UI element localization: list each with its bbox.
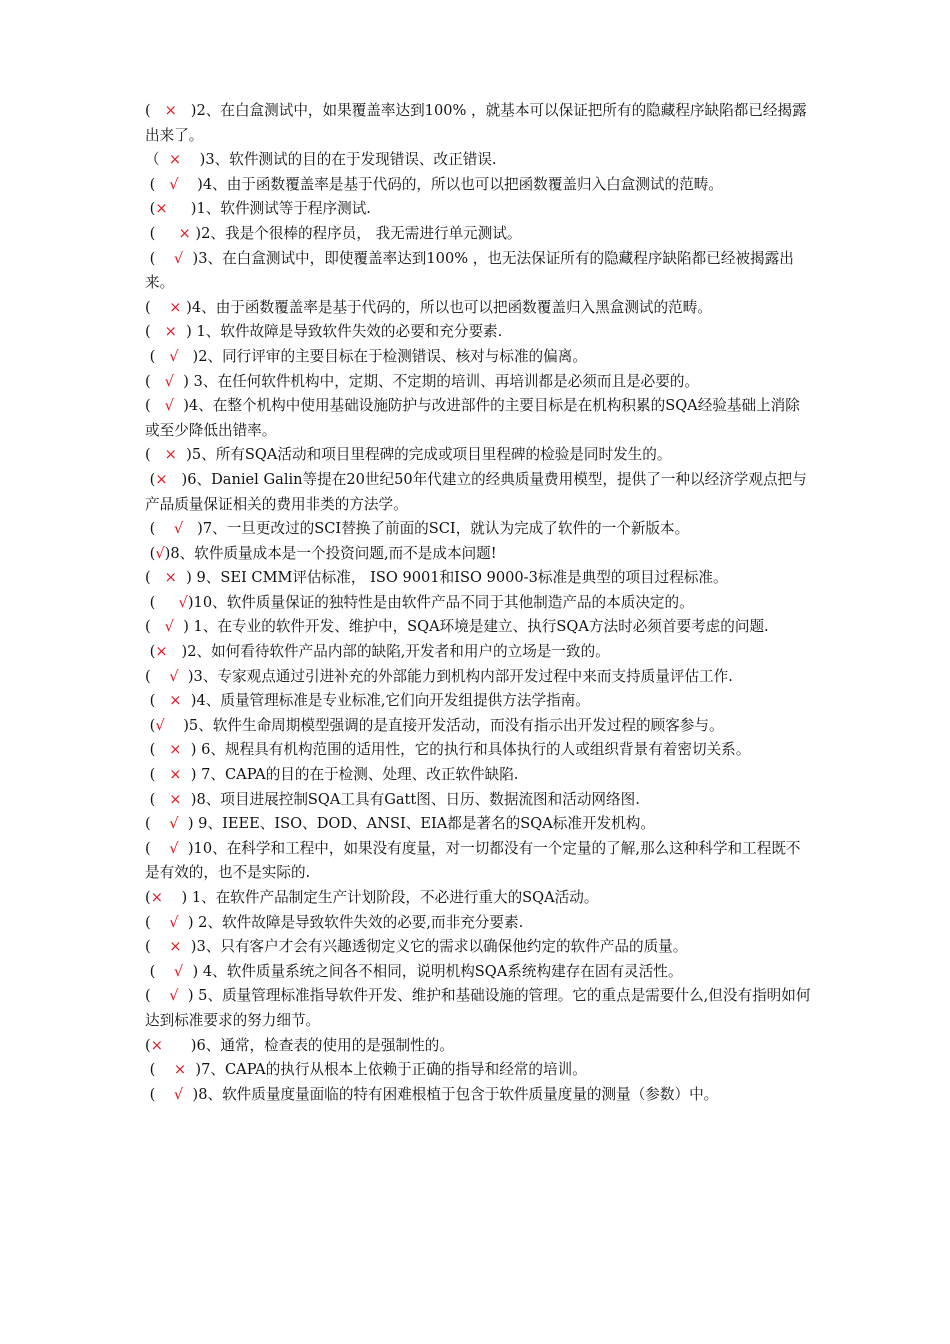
statement-text: 1、软件测试等于程序测试. <box>196 200 371 218</box>
answer-bracket-open: ( <box>145 913 170 931</box>
statement-text: 8、软件质量成本是一个投资问题,而不是成本问题! <box>170 544 497 562</box>
answer-bracket-open: ( <box>145 102 165 119</box>
true-false-item <box>145 468 813 517</box>
answer-bracket-open: ( <box>145 741 170 759</box>
statement-text: 1、在软件产品制定生产计划阶段，不必进行重大的SQA活动。 <box>187 889 599 906</box>
check-mark-icon: √ <box>164 372 174 390</box>
true-false-item <box>145 665 813 690</box>
check-mark-icon: √ <box>155 716 165 734</box>
answer-bracket-open: ( <box>145 667 170 685</box>
answer-bracket-open: （ <box>145 151 169 169</box>
true-false-item <box>145 320 813 345</box>
cross-mark-icon: × <box>169 790 182 808</box>
answer-bracket-close: ) <box>178 839 194 857</box>
answer-bracket-close: ) <box>187 593 194 611</box>
check-mark-icon: √ <box>169 913 179 931</box>
answer-bracket-open: ( <box>145 224 179 242</box>
answer-bracket-close: ) <box>178 815 194 833</box>
answer-bracket-close: ) <box>181 151 206 169</box>
answer-bracket-open: ( <box>145 618 165 636</box>
true-false-item <box>145 99 813 148</box>
statement-text: 7、CAPA的执行从根本上依赖于正确的指导和经常的培训。 <box>201 1061 587 1079</box>
answer-bracket-close: ) <box>181 298 192 316</box>
cross-mark-icon: × <box>150 889 163 906</box>
answer-bracket-close: ) <box>167 643 188 661</box>
cross-mark-icon: × <box>169 692 182 710</box>
answer-bracket-open: ( <box>145 815 170 833</box>
check-mark-icon: √ <box>173 520 184 538</box>
statement-text: 2、同行评审的主要目标在于检测错误、核对与标准的偏离。 <box>198 347 587 365</box>
statement-text: 2、我是个很棒的程序员， 我无需进行单元测试。 <box>201 224 522 242</box>
statement-text: 6、通常，检查表的使用的是强制性的。 <box>196 1036 454 1054</box>
statement-text: 3、只有客户才会有兴趣透彻定义它的需求以确保他约定的软件产品的质量。 <box>196 938 688 956</box>
true-false-item <box>145 837 813 886</box>
true-false-item <box>145 591 813 616</box>
statement-text: 8、软件质量度量面临的特有困难根植于包含于软件质量度量的测量（参数）中。 <box>198 1085 719 1103</box>
cross-mark-icon: × <box>168 151 182 169</box>
cross-mark-icon: × <box>178 224 191 242</box>
check-mark-icon: √ <box>169 667 179 685</box>
answer-bracket-open: ( <box>145 175 170 193</box>
true-false-item <box>145 714 813 739</box>
statement-text: 3、软件测试的目的在于发现错误、改正错误. <box>205 151 497 169</box>
statement-text: 4、由于函数覆盖率是基于代码的，所以也可以把函数覆盖归入白盒测试的范畴。 <box>202 175 723 193</box>
check-mark-icon: √ <box>155 544 165 562</box>
answer-bracket-open: ( <box>145 692 170 710</box>
answer-bracket-close: ) <box>162 889 188 906</box>
answer-bracket-open: ( <box>145 1085 174 1103</box>
statement-text: 4、质量管理标准是专业标准,它们向开发组提供方法学指南。 <box>196 692 590 710</box>
statement-text: 5、质量管理标准指导软件开发、维护和基础设施的管理。它的重点是需要什么,但没有指明如何达到标准要求的努力细节。 <box>145 987 811 1029</box>
check-mark-icon: √ <box>169 839 179 857</box>
answer-bracket-open: ( <box>145 938 170 956</box>
true-false-item <box>145 788 813 813</box>
statement-text: 4、软件质量系统之间各不相同，说明机构SQA系统构建存在固有灵活性。 <box>198 962 683 980</box>
true-false-item <box>145 345 813 370</box>
answer-bracket-open: ( <box>145 200 156 218</box>
answer-bracket-close: ) <box>173 397 189 415</box>
answer-bracket-close: ) <box>178 347 199 365</box>
answer-bracket-close: ) <box>164 716 189 734</box>
answer-bracket-close: ) <box>181 938 197 956</box>
true-false-item <box>145 222 813 247</box>
answer-bracket-open: ( <box>145 470 156 488</box>
true-false-item <box>145 1034 813 1059</box>
answer-bracket-open: ( <box>145 790 170 808</box>
check-mark-icon: √ <box>164 397 174 415</box>
true-false-item <box>145 173 813 198</box>
answer-bracket-close: ) <box>176 569 192 587</box>
question-list <box>145 99 813 1107</box>
answer-bracket-open: ( <box>145 347 170 365</box>
cross-mark-icon: × <box>155 643 168 661</box>
answer-bracket-close: ) <box>176 446 192 464</box>
statement-text: 9、SEI CMM评估标准， ISO 9001和ISO 9000-3标准是典型的项目过程标准。 <box>191 569 728 587</box>
cross-mark-icon: × <box>164 323 177 341</box>
check-mark-icon: √ <box>169 175 179 193</box>
answer-bracket-open: ( <box>145 839 170 857</box>
answer-bracket-close: ) <box>183 249 199 267</box>
cross-mark-icon: × <box>169 938 182 956</box>
true-false-item <box>145 689 813 714</box>
answer-bracket-close: ) <box>183 1085 199 1103</box>
answer-bracket-open: ( <box>145 1036 151 1054</box>
true-false-item <box>145 542 813 567</box>
answer-bracket-open: ( <box>145 544 156 562</box>
cross-mark-icon: × <box>164 446 177 464</box>
true-false-item <box>145 148 813 173</box>
answer-bracket-close: ) <box>183 520 203 538</box>
answer-bracket-open: ( <box>145 569 165 587</box>
answer-bracket-close: ) <box>181 741 197 759</box>
statement-text: 3、在任何软件机构中，定期、不定期的培训、再培训都是必须而且是必要的。 <box>188 372 700 390</box>
answer-bracket-open: ( <box>145 520 174 538</box>
cross-mark-icon: × <box>164 569 177 587</box>
answer-bracket-close: ) <box>173 618 189 636</box>
cross-mark-icon: × <box>169 298 182 316</box>
true-false-item <box>145 443 813 468</box>
cross-mark-icon: × <box>164 102 177 119</box>
true-false-item <box>145 960 813 985</box>
answer-bracket-open: ( <box>145 249 174 267</box>
answer-bracket-close: ) <box>167 200 197 218</box>
answer-bracket-open: ( <box>145 643 156 661</box>
statement-text: 10、在科学和工程中，如果没有度量，对一切都没有一个定量的了解,那么这种科学和工程既不是有效的，也不是实际的. <box>145 839 801 882</box>
check-mark-icon: √ <box>169 815 179 833</box>
statement-text: 2、如何看待软件产品内部的缺陷,开发者和用户的立场是一致的。 <box>187 643 610 661</box>
true-false-item <box>145 935 813 960</box>
true-false-item <box>145 640 813 665</box>
cross-mark-icon: × <box>173 1061 187 1079</box>
statement-text: 1、软件故障是导致软件失效的必要和充分要素. <box>191 323 503 341</box>
answer-bracket-close: ) <box>164 544 171 562</box>
answer-bracket-close: ) <box>173 372 189 390</box>
cross-mark-icon: × <box>155 200 168 218</box>
cross-mark-icon: × <box>169 766 182 784</box>
true-false-item <box>145 370 813 395</box>
true-false-item <box>145 197 813 222</box>
answer-bracket-close: ) <box>186 1061 202 1079</box>
answer-bracket-open: ( <box>145 372 165 390</box>
answer-bracket-close: ) <box>178 987 194 1005</box>
statement-text: 3、专家观点通过引进补充的外部能力到机构内部开发过程中来而支持质量评估工作. <box>193 667 733 685</box>
statement-text: 10、软件质量保证的独特性是由软件产品不同于其他制造产品的本质决定的。 <box>193 593 694 611</box>
true-false-item <box>145 812 813 837</box>
check-mark-icon: √ <box>169 347 179 365</box>
check-mark-icon: √ <box>173 962 184 980</box>
answer-bracket-open: ( <box>145 1061 174 1079</box>
answer-bracket-open: ( <box>145 962 174 980</box>
true-false-item <box>145 247 813 296</box>
answer-bracket-close: ) <box>176 102 197 119</box>
cross-mark-icon: × <box>155 470 168 488</box>
statement-text: 2、软件故障是导致软件失效的必要,而非充分要素. <box>193 913 524 931</box>
true-false-item <box>145 763 813 788</box>
statement-text: 8、项目进展控制SQA工具有Gatt图、日历、数据流图和活动网络图. <box>196 790 640 808</box>
check-mark-icon: √ <box>173 1085 184 1103</box>
answer-bracket-close: ) <box>178 667 194 685</box>
check-mark-icon: √ <box>178 593 188 611</box>
answer-bracket-close: ) <box>181 766 197 784</box>
statement-text: 7、CAPA的目的在于检测、处理、改正软件缺陷. <box>196 766 519 784</box>
true-false-item <box>145 738 813 763</box>
answer-bracket-open: ( <box>145 593 179 611</box>
true-false-item <box>145 886 813 911</box>
statement-text: 4、在整个机构中使用基础设施防护与改进部件的主要目标是在机构积累的SQA经验基础上消除或至少降低出错率。 <box>145 397 800 439</box>
cross-mark-icon: × <box>169 741 182 759</box>
answer-bracket-close: ) <box>176 323 192 341</box>
answer-bracket-close: ) <box>178 913 194 931</box>
true-false-item <box>145 1058 813 1083</box>
answer-bracket-open: ( <box>145 987 170 1005</box>
statement-text: 2、在白盒测试中，如果覆盖率达到100% ，就基本可以保证把所有的隐藏程序缺陷都已经揭露出来了。 <box>145 102 807 144</box>
answer-bracket-open: ( <box>145 323 165 341</box>
answer-bracket-open: ( <box>145 446 165 464</box>
answer-bracket-open: ( <box>145 298 170 316</box>
statement-text: 1、在专业的软件开发、维护中，SQA环境是建立、执行SQA方法时必须首要考虑的问题. <box>188 618 769 636</box>
answer-bracket-close: ) <box>190 224 202 242</box>
true-false-item <box>145 394 813 443</box>
answer-bracket-close: ) <box>181 692 197 710</box>
answer-bracket-open: ( <box>145 716 156 734</box>
check-mark-icon: √ <box>169 987 179 1005</box>
answer-bracket-close: ) <box>183 962 199 980</box>
answer-bracket-close: ) <box>181 790 197 808</box>
check-mark-icon: √ <box>173 249 184 267</box>
answer-bracket-close: ) <box>167 470 188 488</box>
statement-text: 5、软件生命周期模型强调的是直接开发活动，而没有指示出开发过程的顾客参与。 <box>188 716 724 734</box>
check-mark-icon: √ <box>164 618 174 636</box>
answer-bracket-open: ( <box>145 397 165 415</box>
statement-text: 5、所有SQA活动和项目里程碑的完成或项目里程碑的检验是同时发生的。 <box>191 446 672 464</box>
statement-text: 9、IEEE、ISO、DOD、ANSI、EIA都是著名的SQA标准开发机构。 <box>193 815 655 833</box>
true-false-item <box>145 517 813 542</box>
statement-text: 7、一旦更改过的SCI替换了前面的SCI，就认为完成了软件的一个新版本。 <box>202 520 690 538</box>
statement-text: 4、由于函数覆盖率是基于代码的，所以也可以把函数覆盖归入黑盒测试的范畴。 <box>191 298 712 316</box>
statement-text: 6、Daniel Galin等提在20世纪50年代建立的经典质量费用模型，提供了一种以经济学观点把与产品质量保证相关的费用非类的方法学。 <box>145 470 807 513</box>
statement-text: 3、在白盒测试中，即使覆盖率达到100% ，也无法保证所有的隐藏程序缺陷都已经被揭露出来。 <box>145 249 794 292</box>
true-false-item <box>145 911 813 936</box>
true-false-item <box>145 984 813 1033</box>
answer-bracket-close: ) <box>162 1036 197 1054</box>
answer-bracket-close: ) <box>178 175 203 193</box>
cross-mark-icon: × <box>150 1036 163 1054</box>
statement-text: 6、规程具有机构范围的适用性，它的执行和具体执行的人或组织背景有着密切关系。 <box>196 741 751 759</box>
true-false-item <box>145 615 813 640</box>
true-false-item <box>145 296 813 321</box>
answer-bracket-open: ( <box>145 766 170 784</box>
answer-bracket-open: ( <box>145 889 151 906</box>
true-false-item <box>145 1083 813 1108</box>
true-false-item <box>145 566 813 591</box>
